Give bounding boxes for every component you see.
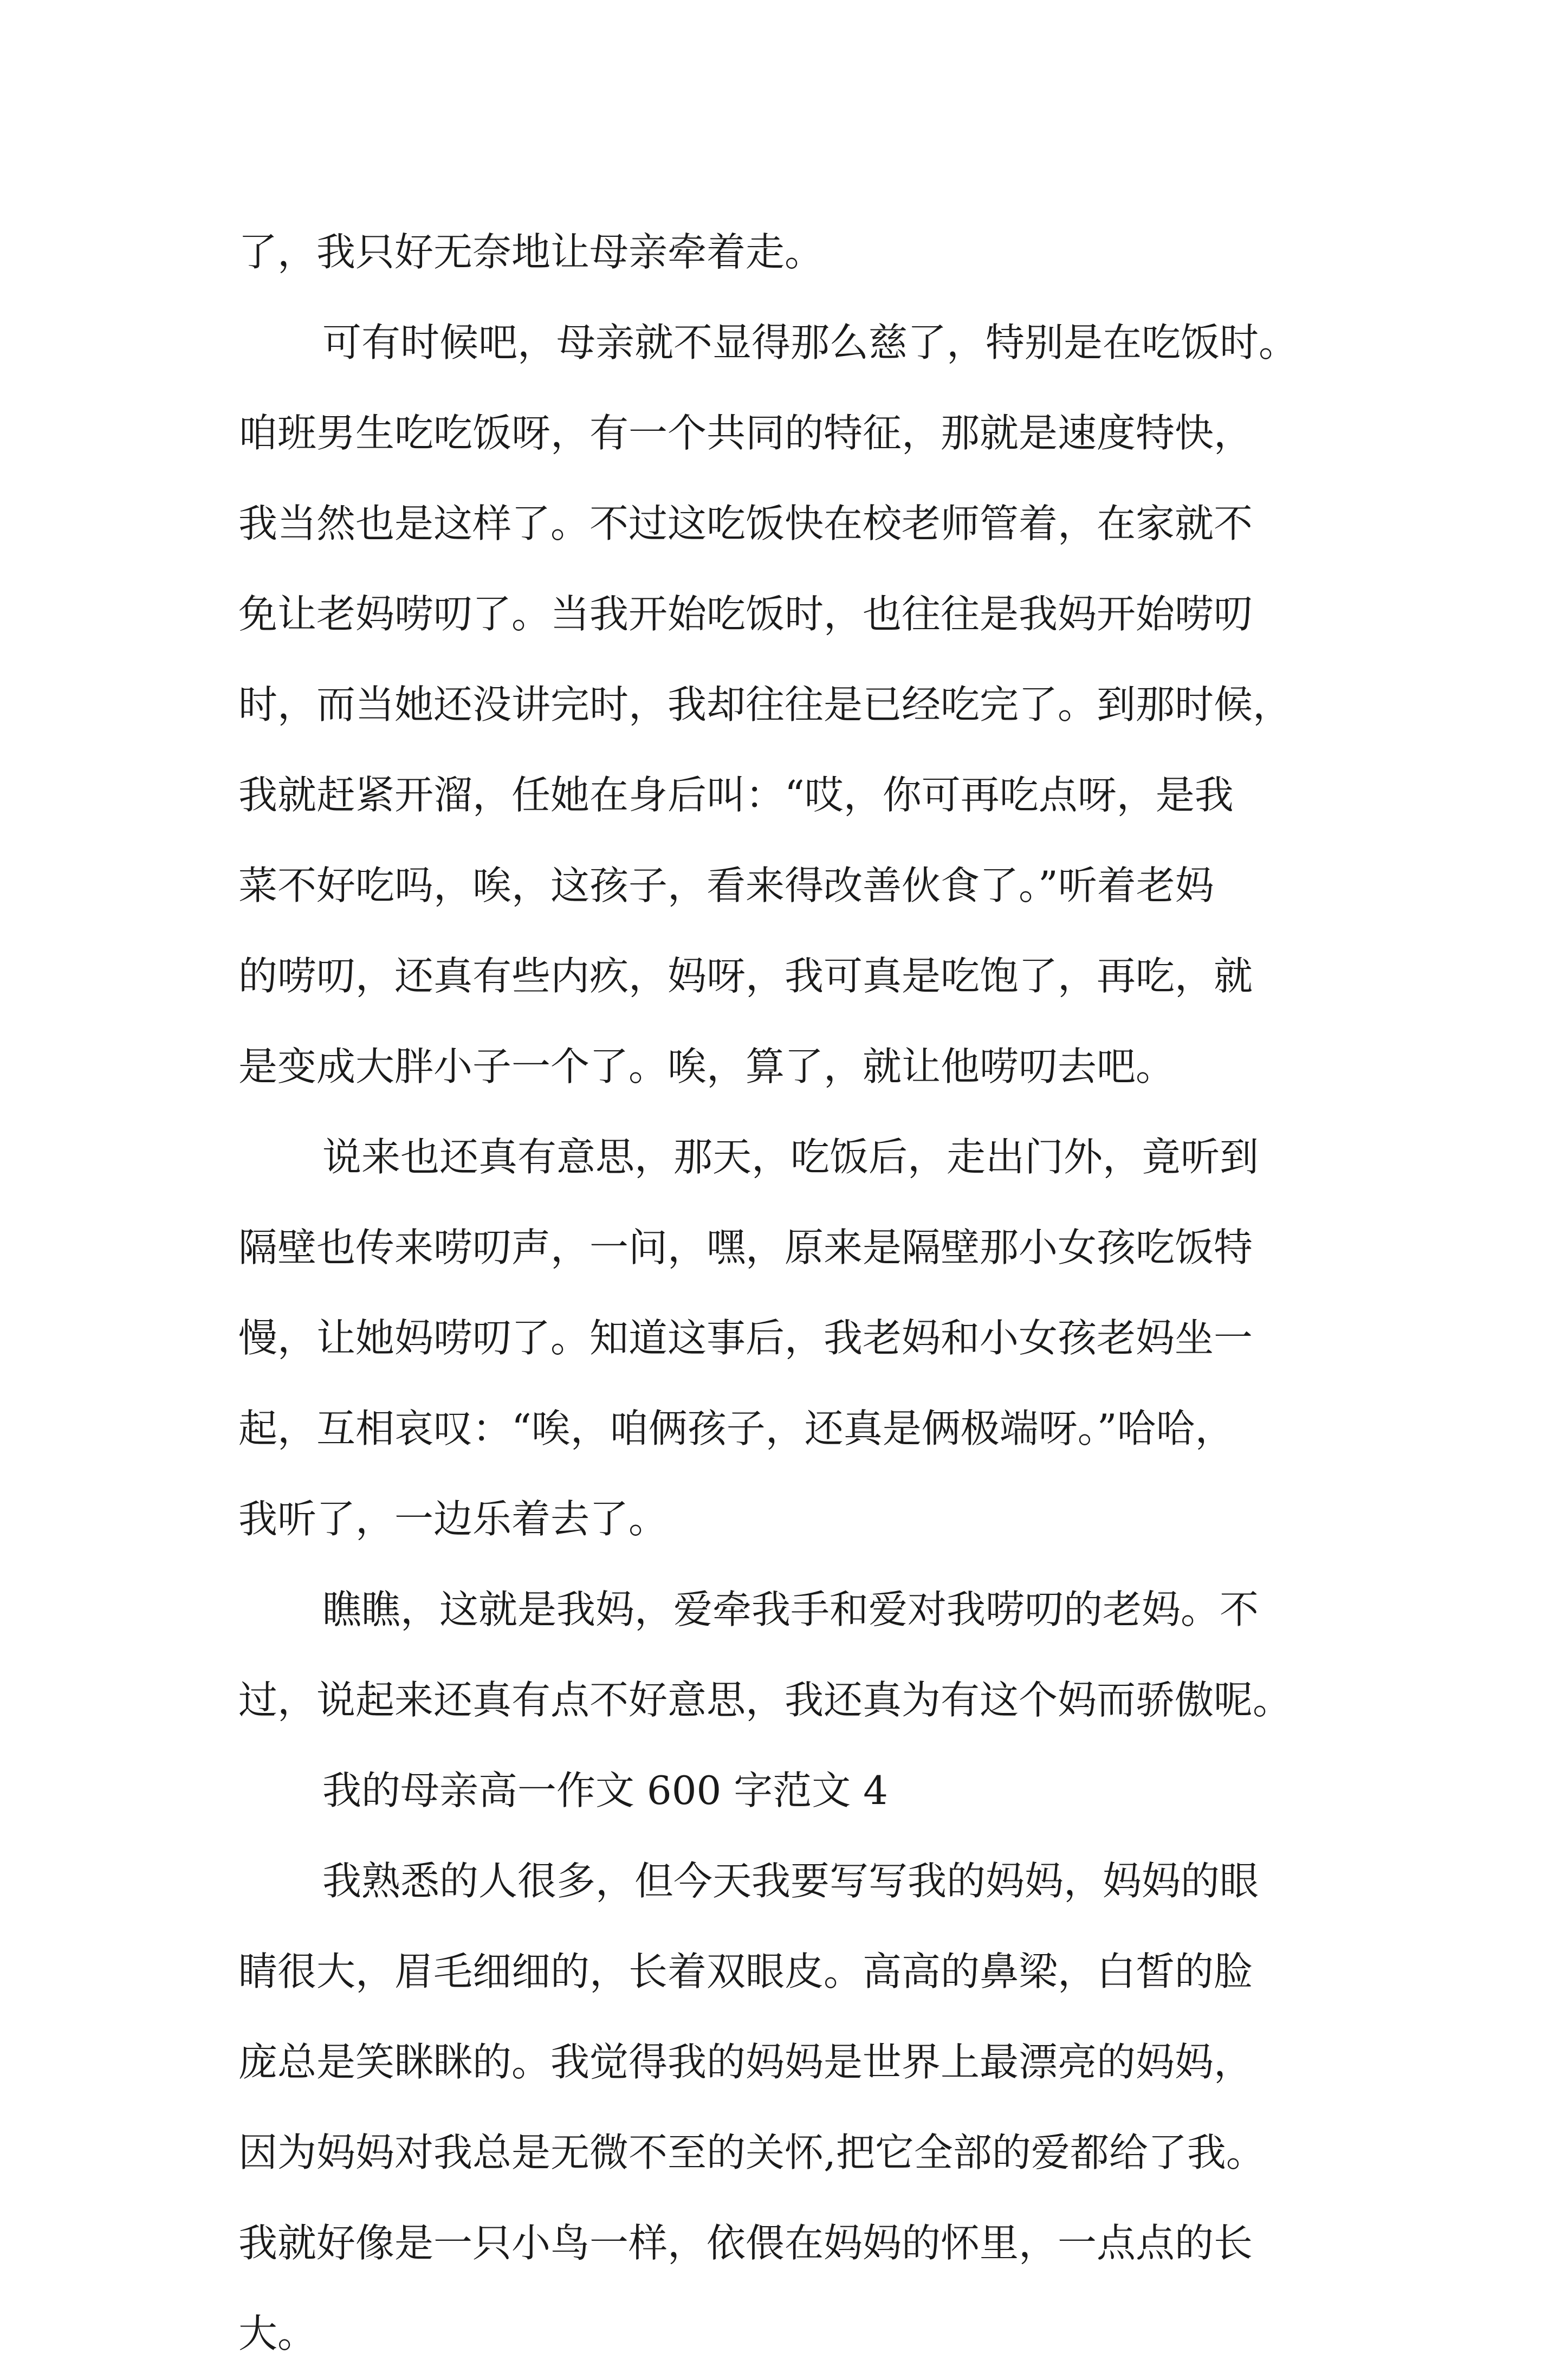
text-line: 时，而当她还没讲完时，我却往往是已经吃完了。到那时候， bbox=[238, 682, 1292, 727]
text-line: 了，我只好无奈地让母亲牵着走。 bbox=[238, 229, 824, 275]
text-line: 免让老妈唠叨了。当我开始吃饭时，也往往是我妈开始唠叨 bbox=[238, 591, 1253, 637]
text-line: 大。 bbox=[238, 2311, 317, 2356]
text-line: 咱班男生吃吃饭呀，有一个共同的特征，那就是速度特快， bbox=[238, 410, 1253, 456]
text-line: 瞧瞧，这就是我妈，爱牵我手和爱对我唠叨的老妈。不 bbox=[322, 1587, 1259, 1632]
text-line: 过，说起来还真有点不好意思，我还真为有这个妈而骄傲呢。 bbox=[238, 1677, 1292, 1723]
text-line: 我当然也是这样了。不过这吃饭快在校老师管着，在家就不 bbox=[238, 501, 1253, 546]
essay-text bbox=[238, 207, 1338, 2379]
text-line: 起，互相哀叹：“唉，咱俩孩子，还真是俩极端呀。”哈哈， bbox=[238, 1406, 1234, 1451]
section-heading: 我的母亲高一作文 600 字范文 4 bbox=[322, 1768, 888, 1813]
text-line: 可有时候吧，母亲就不显得那么慈了，特别是在吃饭时。 bbox=[322, 320, 1298, 365]
text-line: 我熟悉的人很多，但今天我要写写我的妈妈，妈妈的眼 bbox=[322, 1858, 1259, 1904]
text-line: 菜不好吃吗，唉，这孩子，看来得改善伙食了。”听着老妈 bbox=[238, 863, 1214, 908]
text-line: 的唠叨，还真有些内疚，妈呀，我可真是吃饱了，再吃，就 bbox=[238, 953, 1253, 999]
text-line: 说来也还真有意思，那天，吃饭后，走出门外，竟听到 bbox=[322, 1134, 1259, 1180]
text-line: 是变成大胖小子一个了。唉，算了，就让他唠叨去吧。 bbox=[238, 1044, 1175, 1089]
text-line: 隔壁也传来唠叨声，一问，嘿，原来是隔壁那小女孩吃饭特 bbox=[238, 1225, 1253, 1270]
text-line: 我听了，一边乐着去了。 bbox=[238, 1496, 668, 1542]
text-line: 庞总是笑眯眯的。我觉得我的妈妈是世界上最漂亮的妈妈， bbox=[238, 2039, 1253, 2085]
text-line: 我就赶紧开溜，任她在身后叫：“哎，你可再吃点呀，是我 bbox=[238, 772, 1234, 818]
text-line: 我就好像是一只小鸟一样，依偎在妈妈的怀里，一点点的长 bbox=[238, 2220, 1253, 2266]
text-line: 慢，让她妈唠叨了。知道这事后，我老妈和小女孩老妈坐一 bbox=[238, 1315, 1253, 1361]
text-line: 因为妈妈对我总是无微不至的关怀,把它全部的爱都给了我。 bbox=[238, 2130, 1265, 2175]
text-line: 睛很大，眉毛细细的，长着双眼皮。高高的鼻梁，白皙的脸 bbox=[238, 1949, 1253, 1994]
